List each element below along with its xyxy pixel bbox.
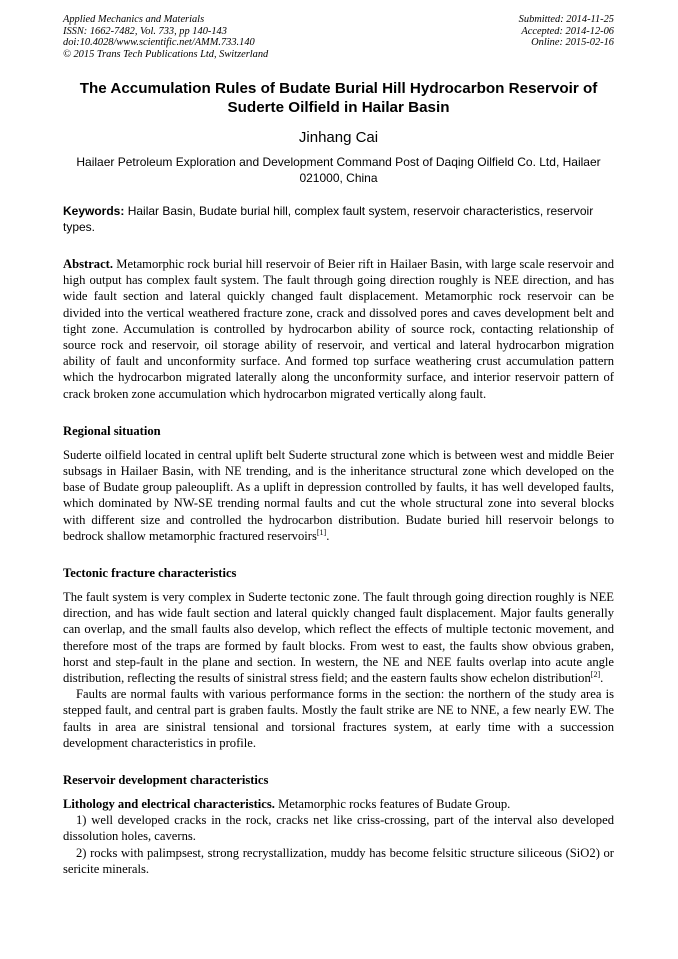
paragraph-tail: . [600, 671, 604, 686]
abstract [63, 256, 614, 402]
section-heading-regional: Regional situation [63, 423, 161, 438]
doi: doi:10.4028/www.scientific.net/AMM.733.140 [63, 37, 255, 48]
subheading: Lithology and electrical characteristics. [63, 797, 275, 812]
section-heading-reservoir: Reservoir development characteristics [63, 773, 269, 788]
accepted-date: Accepted: 2014-12-06 [521, 25, 614, 37]
paper-title: The Accumulation Rules of Budate Burial Hill Hydrocarbon Reservoir of Suderte Oilfield in Hailar Basin [79, 80, 598, 116]
keywords-text: Hailar Basin, Budate burial hill, complex fault system, reservoir characteristics, reservoir types. [63, 204, 594, 234]
subsection-lithology [63, 796, 614, 812]
list-item: 1) well developed cracks in the rock, cracks net like criss-crossing, part of the interval also developed dissolution holes, caverns. [63, 813, 614, 844]
section-paragraph [63, 589, 614, 686]
affiliation: Hailaer Petroleum Exploration and Development Command Post of Daqing Oilfield Co. Ltd, Hailaer 021000, China [76, 155, 601, 185]
paragraph-tail: . [326, 528, 330, 543]
citation-ref: [1] [316, 527, 327, 537]
section-heading-tectonic: Tectonic fracture characteristics [63, 566, 237, 581]
online-date: Online: 2015-02-16 [531, 37, 614, 48]
submitted-date: Submitted: 2014-11-25 [518, 14, 614, 25]
submission-dates [519, 14, 614, 49]
journal-info [63, 14, 268, 60]
keywords [63, 203, 614, 235]
paragraph-text: Suderte oilfield located in central uplift belt Suderte structural zone which is between west and middle Beier subsags in Hailaer Basin, with NE trending, and is the inheritance structural zone which developed on the base of Budate group paleouplift. As a uplift in depression controlled by faults, it has well developed faults, which dominated by NW-SE trending normal faults and cut the whole structural zone into several blocks with different size and controlled the hydrocarbon distribution. Budate buried hill reservoir belongs to bedrock shallow metamorphic fractured reservoirs [63, 447, 614, 543]
abstract-text: Metamorphic rock burial hill reservoir of Beier rift in Hailaer Basin, with large scale reservoir and high output has complex fault system. The fault through going direction roughly is NEE direction, and has wide fault section and lateral quickly changed fault displacement. Metamorphic rock reservoir can be divided into the vertical weathered fracture zone, crack and dissolved pores and caves development belt and tight zone. Accumulation is controlled by hydrocarbon ability of source rock, contacting relationship of source rock and reservoir, oil storage ability of reservoir, and vertical and lateral hydrocarbon migration ability of fault and unconformity surface. And formed top surface weathering crust accumulation pattern which the hydrocarbon migrated laterally along the unconformity surface, and interior reservoir pattern of crack broken zone accumulation which hydrocarbon migrated vertically along fault. [63, 257, 614, 401]
keywords-label: Keywords: [63, 204, 125, 218]
citation-ref: [2] [590, 670, 601, 680]
author: Jinhang Cai [298, 129, 379, 146]
paragraph-text: The fault system is very complex in Suderte tectonic zone. The fault through going direction roughly is NEE direction, and has wide fault section and lateral quickly changed fault displacement. Major faults generally can overlap, and the small faults also develop, which reflect the effects of multiple tectonic movement, and therefore most of the traps are formed by fault blocks. From west to east, the faults show obvious graben, horst and step-fault in the plane and section. In western, the NE and NEE faults overlap into acute angle distribution, reflecting the results of sinistral stress field; and the eastern faults show echelon distribution [63, 590, 614, 686]
subheading-text: Metamorphic rocks features of Budate Group. [274, 797, 511, 812]
issn-volume: ISSN: 1662-7482, Vol. 733, pp 140-143 [63, 25, 227, 37]
copyright: © 2015 Trans Tech Publications Ltd, Switzerland [63, 48, 269, 60]
paper-page [63, 14, 614, 877]
journal-name: Applied Mechanics and Materials [63, 14, 205, 25]
section-paragraph: Faults are normal faults with various performance forms in the section: the northern of the study area is stepped fault, and central part is graben faults. Mostly the fault strike are NE to NNE, a few nearly EW. The faults in area are sinistral tensional and torsional fractures system, at early time with a succession development characteristics in profile. [63, 687, 614, 750]
abstract-label: Abstract. [63, 257, 114, 271]
section-paragraph [63, 447, 614, 544]
list-item: 2) rocks with palimpsest, strong recrystallization, muddy has become felsitic structure siliceous (SiO2) or sericite minerals. [63, 845, 614, 876]
journal-header [63, 14, 614, 66]
